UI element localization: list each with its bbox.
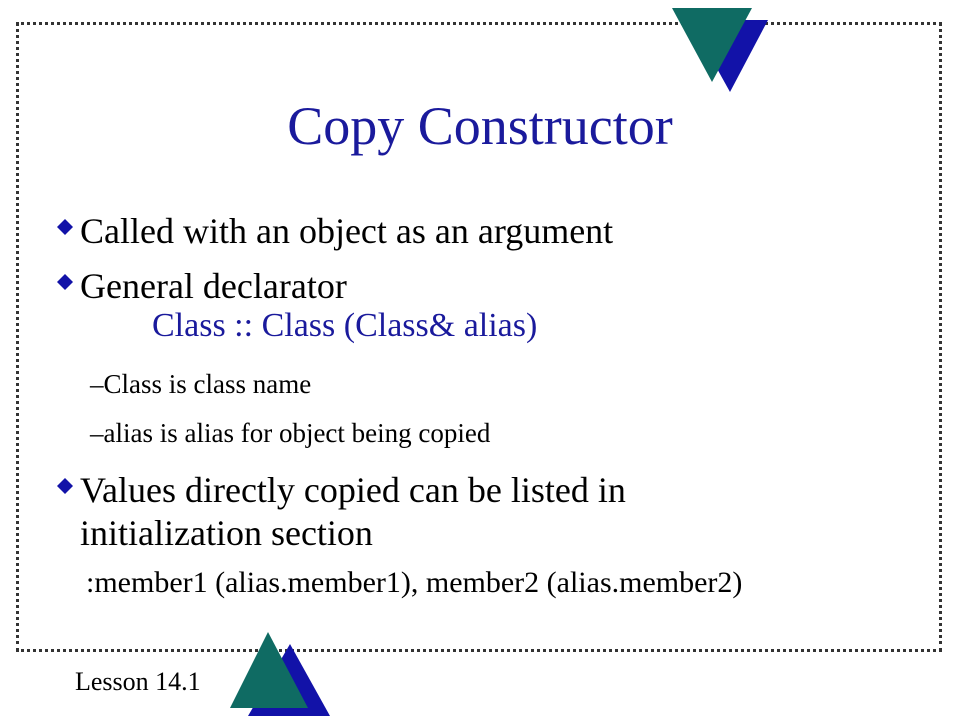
diamond-bullet-icon (52, 470, 78, 500)
initialization-example: :member1 (alias.member1), member2 (alias.member2) (86, 566, 743, 599)
top-triangle-decoration (670, 6, 780, 96)
bullet-1-text: Called with an object as an argument (80, 211, 614, 251)
bottom-triangle-decoration (228, 628, 338, 720)
diamond-bullet-icon (52, 266, 78, 296)
slide-title: Copy Constructor (287, 96, 673, 156)
declarator-syntax: Class :: Class (Class& alias) (152, 307, 538, 344)
bullet-2-text: General declarator (80, 266, 347, 306)
bullet-3-text: Values directly copied can be listed in (80, 470, 626, 510)
diamond-bullet-icon (52, 211, 78, 241)
lesson-footer: Lesson 14.1 (75, 667, 201, 696)
sub-item-class: –Class is class name (90, 369, 312, 399)
bullet-3-continuation: initialization section (80, 513, 373, 553)
sub-item-alias: –alias is alias for object being copied (90, 418, 491, 448)
